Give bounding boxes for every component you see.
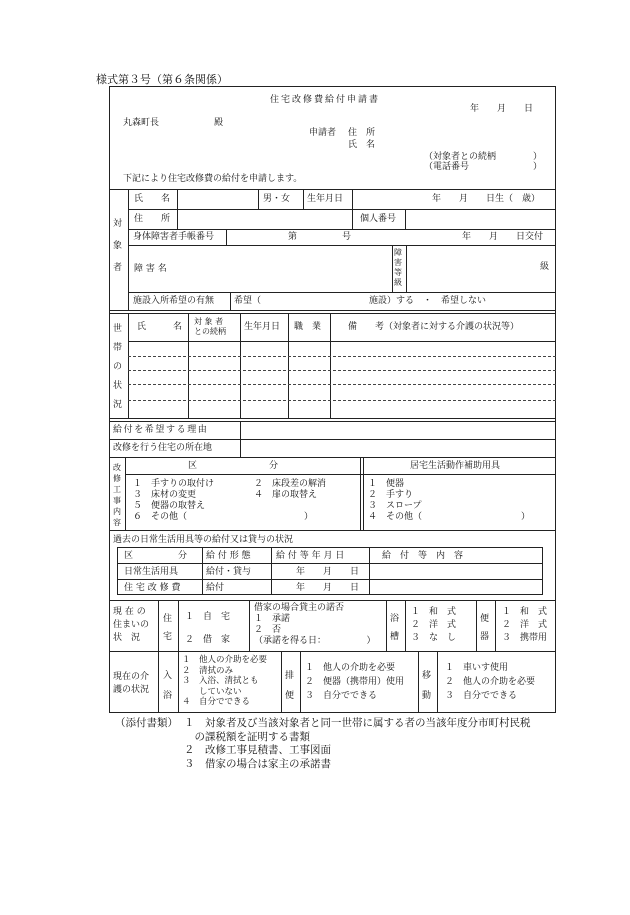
rule [109,651,556,652]
rule [109,313,556,314]
rule [109,530,556,531]
past-title: 過去の日常生活用具等の給付又は貸与の状況 [113,535,294,545]
housing-type-label: 住 宅 [163,614,173,642]
past-row2-category: 住 宅 改 修 費 [124,583,181,593]
rule [352,189,353,229]
rule [405,600,406,651]
certificate-label: 身体障害者手帳番号 [133,232,215,242]
attachments-label: （添付書類） [115,717,178,729]
rule [240,421,241,457]
dashed-rule [128,400,556,401]
rule [128,292,556,293]
past-row1-form[interactable]: 給付・貸与 [206,567,252,577]
rule [330,313,331,418]
relation-close: ） [533,152,543,162]
disability-grade-label: 障 害 等 級 [394,248,402,287]
facility-label: 施設入所希望の有無 [133,296,215,306]
household-col-birth: 生年月日 [244,322,281,332]
household-side-label: 世 帯 の 状 況 [113,324,123,410]
care-excretion-label: 排 便 [285,671,295,701]
past-col-date: 給 付 等 年 月 日 [276,551,345,561]
rule [109,600,556,601]
care-bath-label: 入 浴 [163,671,173,701]
rule [177,189,178,229]
personal-number-label: 個人番号 [360,214,397,224]
work-col-equipment: 居宅生活動作補助用具 [410,461,501,471]
household-col-note: 備 考（対象者に対する介護の状況等） [348,322,520,332]
work-items-left[interactable]: １ 手すりの取付け ３ 床材の変更 ５ 便器の取替え ６ その他（ ） [133,479,314,522]
housing-type-options[interactable]: １ 自 宅 ２ 借 家 [185,612,231,645]
rule [109,421,556,422]
rule [230,292,231,310]
rule [392,245,393,292]
rule [495,600,496,651]
rule [226,229,227,245]
sex-selector[interactable]: 男・女 [263,194,291,204]
past-col-content: 給 付 等 内 容 [382,551,464,561]
housing-label: 現 在 の 住まいの 状 況 [113,607,150,643]
grade-unit: 級 [540,262,550,272]
application-date[interactable]: 年 月 日 [470,104,534,114]
rule [158,651,159,713]
care-move-label: 移 動 [422,671,432,701]
work-items-right[interactable]: １ 便器 ２ 手すり ３ スロープ ４ その他（ ） [368,479,531,522]
rule [437,651,438,713]
subject-name-label: 氏 名 [134,194,171,204]
rule [128,313,129,418]
addressee: 丸森町長 [123,118,160,128]
facility-choice[interactable]: 希望（ 施設）する ・ 希望しない [234,296,487,306]
dashed-rule [128,384,556,385]
applicant-name-label: 氏 名 [348,140,376,150]
rule [109,310,556,311]
rule [202,547,203,595]
rule [271,547,272,595]
birth-label: 生年月日 [307,194,344,204]
certificate-date[interactable]: 年 月 日交付 [462,232,544,242]
rule [369,547,370,595]
rule [281,651,282,713]
rule [258,189,259,209]
rule [128,245,556,246]
form-number-label: 様式第３号（第６条関係） [96,73,228,86]
rule [418,651,419,713]
phone-label: （電話番号 [424,162,470,172]
past-row1-category: 日常生活用具 [124,567,179,577]
relation-label: （対象者との続柄 [424,152,497,162]
disability-name-label: 障 害 名 [134,264,167,274]
household-col-job: 職 業 [294,322,322,332]
reason-label: 給付を希望する理由 [113,425,209,435]
rule [386,600,387,651]
work-side-label: 改 修 工 事 内 容 [113,463,121,527]
past-row2-date[interactable]: 年 月 日 [296,583,360,593]
rule [125,474,556,475]
honorific: 殿 [214,118,224,128]
rental-consent[interactable]: 借家の場合貸主の諾否 １ 承諾 ２ 否 （承諾を得る日： ） [254,603,376,646]
attachments-list: １ 対象者及び当該対象者と同一世帯に属する者の当該年度分市町村民税 の課税額を証明する書類 ２ 改修工事見積書、工事図面 ３ 借家の場合は家主の承諾書 [184,717,531,770]
phone-close: ） [533,162,543,172]
past-col-form: 給 付 形 態 [206,551,251,561]
rule [476,600,477,651]
rule [128,229,556,230]
rule [109,418,556,419]
rule [188,313,189,418]
bath-tub-options[interactable]: １ 和 式 ２ 洋 式 ３ な し [411,607,457,643]
rule [158,600,159,651]
work-items-mid[interactable]: ２ 床段差の解消 ４ 扉の取替え [254,479,327,500]
birth-value[interactable]: 年 月 日生（ 歳） [432,194,541,204]
rule [405,209,406,229]
care-label: 現在の介 護の状況 [113,672,150,695]
rule [288,313,289,418]
rule [240,313,241,418]
past-row1-date[interactable]: 年 月 日 [296,567,360,577]
bath-tub-label: 浴 槽 [390,614,400,642]
toilet-label: 便 器 [480,614,490,642]
toilet-options[interactable]: １ 和 式 ２ 洋 式 ３ 携帯用 [502,607,548,643]
past-row2-form[interactable]: 給付 [206,583,225,593]
care-move-options[interactable]: １ 車いす使用 ２ 他人の介助を必要 ３ 自分でできる [445,663,536,701]
household-col-relation: 対 象 者 との続柄 [194,317,226,336]
rule [178,651,179,713]
applicant-address-label: 住 所 [348,128,376,138]
subject-side-label: 対 象 者 [113,219,123,273]
care-excretion-options[interactable]: １ 他人の介助を必要 ２ 便器（携帯用）使用 ３ 自分でできる [305,663,405,701]
form-title: 住宅改修費給付申請書 [270,95,381,105]
rule [109,457,556,458]
work-col-category: 区 分 [188,461,279,471]
rule [109,439,556,440]
rule [117,579,543,580]
rule [178,600,179,651]
past-col-category: 区 分 [124,551,188,561]
rule [249,600,250,651]
rule [406,245,407,292]
rule [117,563,543,564]
subject-address-label: 住 所 [134,214,171,224]
dashed-rule [128,370,556,371]
certificate-number[interactable]: 第 号 [288,232,352,242]
rule [125,457,126,530]
rule [128,341,556,342]
rule [128,209,556,210]
care-bath-options[interactable]: １ 他人の介助を必要 ２ 清拭のみ ３ 入浴、清拭とも していない ４ 自分でできる [182,655,268,707]
statement: 下記により住宅改修費の給付を申請します。 [123,174,303,184]
dashed-rule [128,356,556,357]
location-label: 改修を行う住宅の所在地 [113,443,213,453]
applicant-label: 申請者 [309,128,337,138]
rule [300,651,301,713]
rule [363,457,364,530]
rule [303,189,304,209]
rule [360,457,361,530]
household-col-name: 氏 名 [137,322,183,332]
